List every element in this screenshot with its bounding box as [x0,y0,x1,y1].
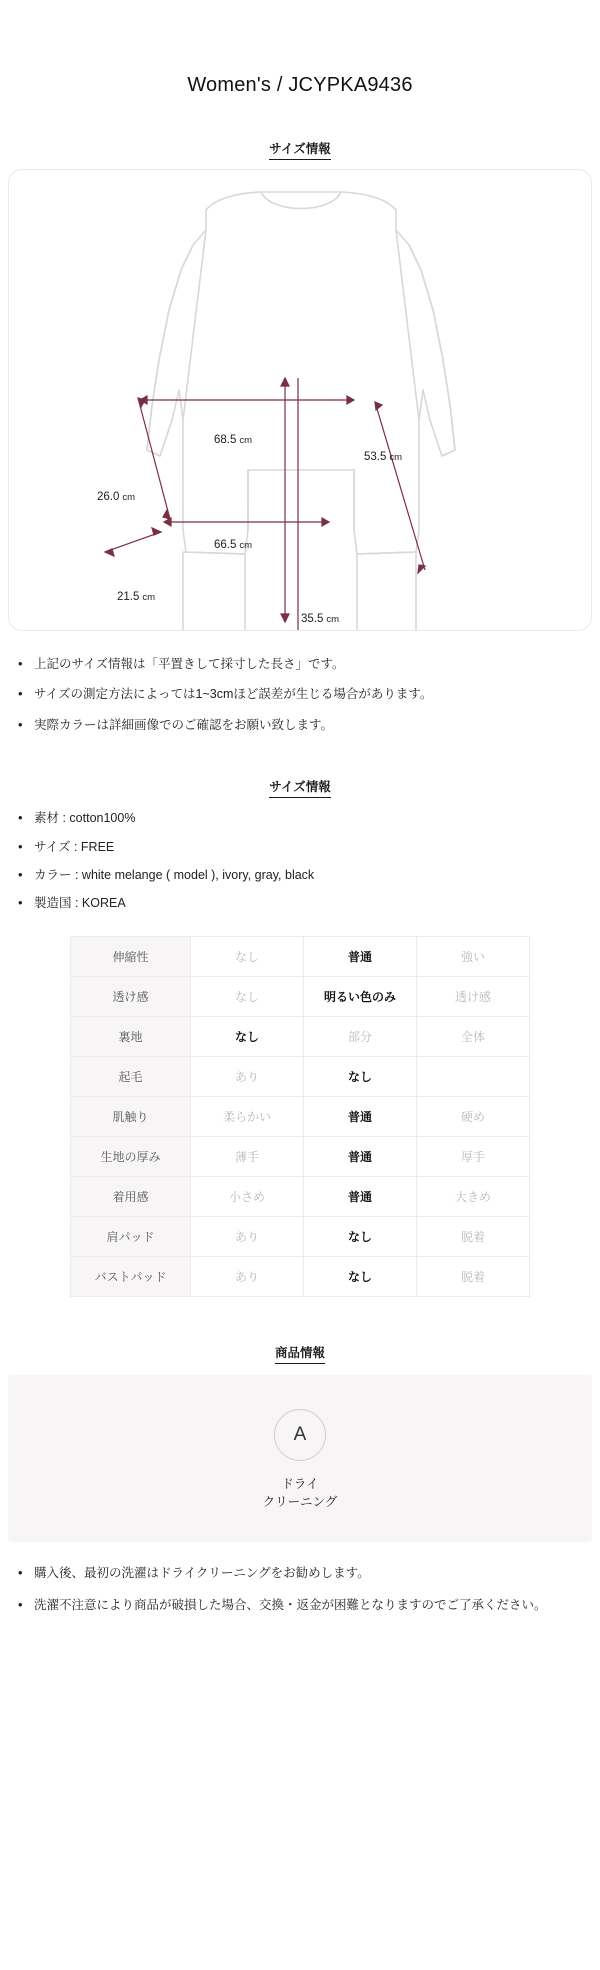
option-cell: あり [191,1256,304,1296]
row-label: 肌触り [71,1096,191,1136]
list-item: • 洗濯不注意により商品が破損した場合、交換・返金が困難となりますのでご了承ください。 [34,1596,578,1615]
option-cell-selected: なし [304,1056,417,1096]
list-item: • 購入後、最初の洗濯はドライクリーニングをお勧めします。 [34,1564,578,1583]
list-item: • カラー : white melange ( model ), ivory, gray, black [34,866,578,885]
row-label: 肩パッド [71,1216,191,1256]
option-cell-selected: なし [191,1016,304,1056]
dim-waist: 66.5 cm [214,539,253,551]
option-cell: なし [191,976,304,1016]
option-cell: 小さめ [191,1176,304,1216]
spec-list [0,809,600,914]
dry-clean-icon [274,1409,326,1461]
table-row [71,936,530,976]
dim-armhole: 21.5 cm [117,591,156,603]
option-cell-selected: 普通 [304,1096,417,1136]
list-item: • 素材 : cotton100% [34,809,578,828]
page-title: Women's / JCYPKA9436 [187,74,413,96]
garment-diagram-svg [9,170,592,630]
option-cell: 厚手 [417,1136,530,1176]
option-cell: 全体 [417,1016,530,1056]
attributes-table [70,936,530,1297]
dry-clean-icon-letter: A [293,1423,307,1445]
care-label-line2: クリーニング [262,1495,338,1510]
size-notes-list [0,655,600,735]
table-row [71,976,530,1016]
option-cell: 脱着 [417,1256,530,1296]
option-cell-selected: 普通 [304,1136,417,1176]
table-row [71,1216,530,1256]
option-cell: 硬め [417,1096,530,1136]
option-cell: 強い [417,936,530,976]
table-row [71,1016,530,1056]
dim-sleeve-length: 53.5 cm [364,451,403,463]
list-item: • 上記のサイズ情報は「平置きして採寸した長さ」です。 [34,655,578,674]
size-info-heading [0,139,600,157]
garment-lower-outline [183,552,416,630]
dim-shoulder: 26.0 cm [97,491,136,503]
care-label-line1: ドライ [281,1476,319,1491]
care-instruction-panel [8,1375,592,1543]
product-info-heading-text: 商品情報 [275,1346,325,1364]
spec-info-heading-text: サイズ情報 [269,780,331,798]
option-cell [417,1056,530,1096]
row-label: 着用感 [71,1176,191,1216]
row-label: 生地の厚み [71,1136,191,1176]
option-cell-selected: 普通 [304,1176,417,1216]
option-cell-selected: 明るい色のみ [304,976,417,1016]
list-item: • 製造国 : KOREA [34,894,578,913]
option-cell: 透け感 [417,976,530,1016]
list-item: • サイズの測定方法によっては1~3cmほど誤差が生じる場合があります。 [34,685,578,704]
table-row [71,1256,530,1296]
spec-info-heading [0,777,600,795]
row-label: バストパッド [71,1256,191,1296]
list-item: • サイズ : FREE [34,838,578,857]
table-row [71,1176,530,1216]
table-row [71,1136,530,1176]
option-cell: あり [191,1056,304,1096]
garment-outline [147,192,455,554]
list-item: • 実際カラーは詳細画像でのご確認をお願い致します。 [34,716,578,735]
option-cell: 脱着 [417,1216,530,1256]
table-row [71,1096,530,1136]
option-cell: 柔らかい [191,1096,304,1136]
care-label [8,1475,592,1513]
option-cell: 大きめ [417,1176,530,1216]
option-cell-selected: なし [304,1216,417,1256]
option-cell: なし [191,936,304,976]
option-cell: あり [191,1216,304,1256]
option-cell: 薄手 [191,1136,304,1176]
care-notes-list [0,1564,600,1615]
product-info-heading [0,1343,600,1361]
dim-upper-length: 35.5 cm [301,613,340,625]
option-cell: 部分 [304,1016,417,1056]
table-row [71,1056,530,1096]
size-diagram [8,169,592,631]
dim-chest: 68.5 cm [214,434,253,446]
row-label: 透け感 [71,976,191,1016]
size-info-heading-text: サイズ情報 [269,142,331,160]
row-label: 裏地 [71,1016,191,1056]
row-label: 起毛 [71,1056,191,1096]
row-label: 伸縮性 [71,936,191,976]
option-cell-selected: 普通 [304,936,417,976]
option-cell-selected: なし [304,1256,417,1296]
